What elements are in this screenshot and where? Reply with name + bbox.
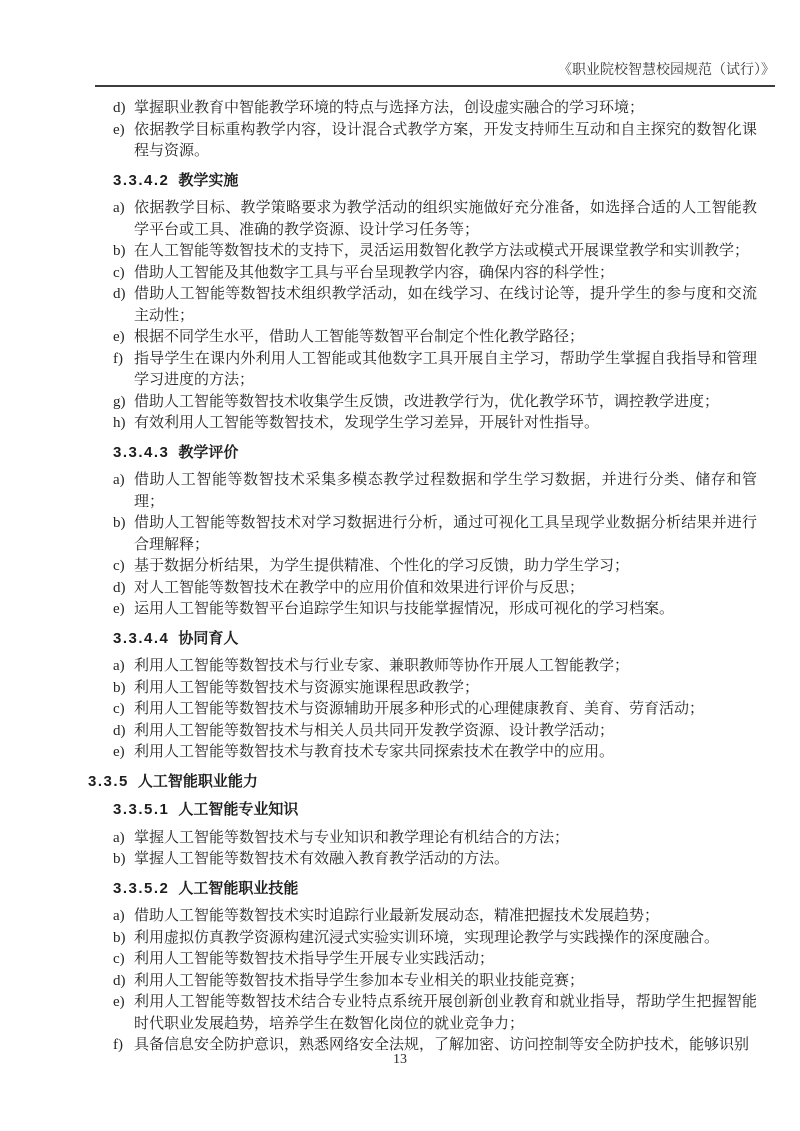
list-item-marker: a) xyxy=(113,200,125,216)
list-item-text: 利用人工智能等数智技术结合专业特点系统开展创新创业教育和就业指导，帮助学生把握智能时代职业发展趋势，培养学生在数智化岗位的就业竞争力； xyxy=(134,994,757,1032)
list-item-marker: c) xyxy=(113,264,125,281)
section-title: 人工智能职业技能 xyxy=(178,879,299,897)
list-item-marker: e) xyxy=(113,121,125,138)
list-item-text: 借助人工智能及其他数字工具与平台呈现教学内容，确保内容的科学性； xyxy=(134,264,615,281)
list-item xyxy=(113,828,757,850)
list-item-text: 利用人工智能等数智技术与相关人员共同开发教学资源、设计教学活动； xyxy=(134,722,615,739)
list-item-text: 掌握职业教育中智能教学环境的特点与选择方法，创设虚实融合的学习环境； xyxy=(134,100,645,116)
list-item xyxy=(113,98,757,120)
list-item-text: 借助人工智能等数智技术采集多模态教学过程数据和学生学习数据，并进行分类、储存和管理； xyxy=(134,472,757,510)
list-item-marker: f) xyxy=(113,350,123,367)
list-item xyxy=(113,928,757,950)
list-item-text: 借助人工智能等数智技术对学习数据进行分析，通过可视化工具呈现学业数据分析结果并进行合理解释； xyxy=(134,515,757,553)
list-item-marker: e) xyxy=(113,601,125,617)
list-item-text: 掌握人工智能等数智技术有效融入教育教学活动的方法。 xyxy=(134,851,510,867)
list-item-text: 对人工智能等数智技术在教学中的应用价值和效果进行评价与反思； xyxy=(134,579,585,596)
list-item-text: 利用虚拟仿真教学资源构建沉浸式实验实训环境，实现理论教学与实践操作的深度融合。 xyxy=(134,929,720,946)
list-item-marker: b) xyxy=(113,929,126,946)
list-item xyxy=(113,413,757,435)
list-item xyxy=(113,578,757,600)
section-number: 3.3.5 xyxy=(88,772,129,790)
list-item xyxy=(113,656,757,678)
list-item-text: 借助人工智能等数智技术收集学生反馈，改进教学行为，优化教学环节，调控教学进度； xyxy=(134,393,720,410)
section-heading xyxy=(88,771,757,793)
list-item-marker: c) xyxy=(113,558,125,574)
list-item-text: 利用人工智能等数智技术与资源实施课程思政教学； xyxy=(134,679,480,696)
section-title: 教学实施 xyxy=(178,171,239,189)
list-item xyxy=(113,198,757,241)
section-number: 3.3.4.2 xyxy=(113,171,170,189)
section-heading xyxy=(113,628,757,650)
list-item-marker: h) xyxy=(113,415,126,431)
list-item xyxy=(113,349,757,392)
list-item-marker: d) xyxy=(113,286,126,302)
list-item-text: 有效利用人工智能等数智技术，发现学生学习差异，开展针对性指导。 xyxy=(134,415,600,431)
section-heading xyxy=(113,170,757,192)
list-item-marker: e) xyxy=(113,744,125,760)
list-item-text: 依据教学目标、教学策略要求为教学活动的组织实施做好充分准备，如选择合适的人工智能教学平台或工具、准确的教学资源、设计学习任务等； xyxy=(134,200,757,238)
list-item-text: 利用人工智能等数智技术与行业专家、兼职教师等协作开展人工智能教学； xyxy=(134,658,630,674)
list-item-marker: a) xyxy=(113,658,125,674)
page-header xyxy=(95,62,775,87)
list-item-marker: c) xyxy=(113,951,125,967)
section-number: 3.3.4.4 xyxy=(113,629,170,647)
list-item xyxy=(113,992,757,1035)
list-item xyxy=(113,678,757,700)
list-item-marker: d) xyxy=(113,972,126,989)
list-item-text: 依据教学目标重构教学内容，设计混合式教学方案，开发支持师生互动和自主探究的数智化课程与资源。 xyxy=(134,121,757,159)
section-heading xyxy=(113,878,757,900)
list-item xyxy=(113,699,757,721)
list-item-marker: b) xyxy=(113,679,126,696)
section-title: 协同育人 xyxy=(178,629,239,647)
list-item-marker: b) xyxy=(113,851,126,867)
list-item-text: 运用人工智能等数智平台追踪学生知识与技能掌握情况，形成可视化的学习档案。 xyxy=(134,601,675,617)
list-item-text: 借助人工智能等数智技术实时追踪行业最新发展动态，精准把握技术发展趋势； xyxy=(134,908,660,924)
list-item-text: 在人工智能等数智技术的支持下，灵活运用数智化教学方法或模式开展课堂教学和实训教学； xyxy=(134,243,750,259)
page-number: 13 xyxy=(393,1052,407,1067)
list-item-text: 利用人工智能等数智技术指导学生开展专业实践活动； xyxy=(134,951,495,967)
list-item xyxy=(113,849,757,871)
list-item-text: 利用人工智能等数智技术与教育技术专家共同探索技术在教学中的应用。 xyxy=(134,744,615,760)
section-number: 3.3.5.1 xyxy=(113,801,170,818)
list-item xyxy=(113,742,757,764)
list-item xyxy=(113,327,757,349)
list-item xyxy=(113,721,757,743)
list-item xyxy=(113,284,757,327)
list-item-marker: c) xyxy=(113,701,125,717)
list-item xyxy=(113,392,757,414)
list-item-text: 基于数据分析结果，为学生提供精准、个性化的学习反馈，助力学生学习； xyxy=(134,558,630,574)
list-item-marker: a) xyxy=(113,908,125,924)
list-item xyxy=(113,971,757,993)
list-item-marker: d) xyxy=(113,579,126,596)
list-item xyxy=(113,470,757,513)
list-item-marker: b) xyxy=(113,243,126,259)
list-item-marker: d) xyxy=(113,100,126,116)
list-item-marker: b) xyxy=(113,515,126,531)
section-heading xyxy=(113,442,757,464)
list-item xyxy=(113,599,757,621)
page-footer xyxy=(0,1052,800,1068)
document-body xyxy=(88,98,757,1057)
list-item-text: 根据不同学生水平，借助人工智能等数智平台制定个性化教学路径； xyxy=(134,329,585,345)
list-item xyxy=(113,120,757,163)
section-title: 人工智能专业知识 xyxy=(178,801,299,818)
list-item-marker: a) xyxy=(113,829,125,846)
list-item-marker: e) xyxy=(113,329,125,345)
section-heading xyxy=(113,799,757,821)
list-item xyxy=(113,263,757,285)
section-number: 3.3.4.3 xyxy=(113,443,170,461)
list-item xyxy=(113,556,757,578)
section-title: 人工智能职业能力 xyxy=(137,772,258,790)
list-item-marker: a) xyxy=(113,472,125,488)
section-number: 3.3.5.2 xyxy=(113,879,170,897)
list-item-marker: f) xyxy=(113,1037,123,1053)
list-item-text: 具备信息安全防护意识，熟悉网络安全法规，了解加密、访问控制等安全防护技术，能够识别 xyxy=(134,1037,750,1053)
list-item xyxy=(113,513,757,556)
section-title: 教学评价 xyxy=(178,443,239,461)
header-title: 《职业院校智慧校园规范（试行）》 xyxy=(558,63,775,78)
list-item xyxy=(113,906,757,928)
list-item-text: 指导学生在课内外利用人工智能或其他数字工具开展自主学习，帮助学生掌握自我指导和管理学习进度的方法； xyxy=(134,350,757,388)
list-item-text: 借助人工智能等数智技术组织教学活动，如在线学习、在线讨论等，提升学生的参与度和交流主动性； xyxy=(134,286,757,324)
list-item xyxy=(113,949,757,971)
list-item-text: 利用人工智能等数智技术指导学生参加本专业相关的职业技能竞赛； xyxy=(134,972,585,989)
list-item-text: 掌握人工智能等数智技术与专业知识和教学理论有机结合的方法； xyxy=(134,829,570,846)
list-item-marker: e) xyxy=(113,994,125,1010)
list-item-text: 利用人工智能等数智技术与资源辅助开展多种形式的心理健康教育、美育、劳育活动； xyxy=(134,701,705,717)
list-item xyxy=(113,241,757,263)
list-item-marker: d) xyxy=(113,722,126,739)
list-item-marker: g) xyxy=(113,393,126,410)
